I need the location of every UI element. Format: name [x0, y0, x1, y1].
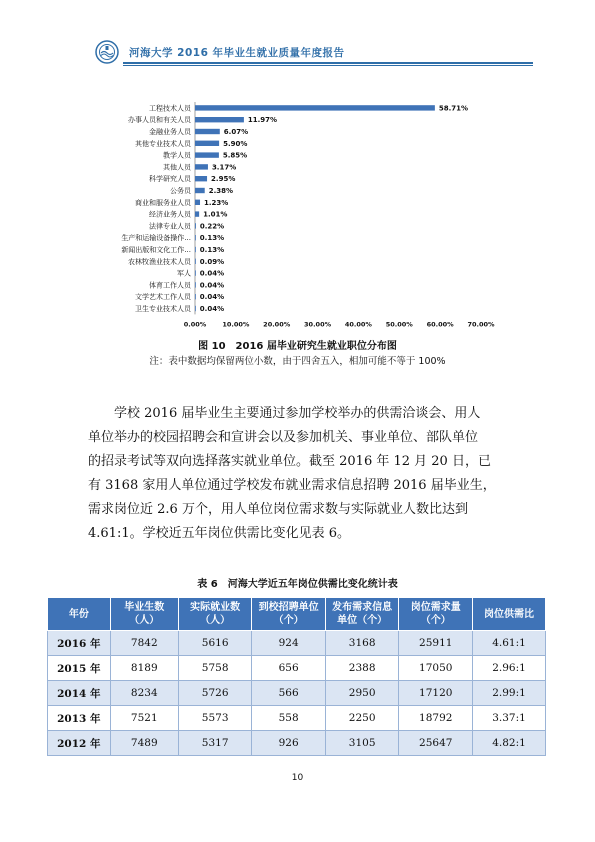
category-label: 新闻出版和文化工作...: [121, 246, 191, 254]
category-label: 生产和运输设备操作...: [121, 234, 191, 243]
cell-ratio: 2.96:1: [473, 656, 546, 681]
university-logo-icon: [95, 40, 119, 64]
category-label: 农林牧渔业技术人员: [128, 257, 191, 266]
cell-graduates: 7489: [110, 731, 178, 756]
category-label: 经济业务人员: [149, 210, 191, 219]
table-row: [48, 731, 546, 756]
paragraph-line: 有 3168 家用人单位通过学校发布就业需求信息招聘 2016 届毕业生，: [88, 478, 496, 493]
cell-demand: 17120: [399, 681, 473, 706]
cell-year: 2013 年: [48, 706, 111, 731]
paragraph-line: 需求岗位近 2.6 万个，用人单位岗位需求数与实际就业人数比达到: [88, 502, 468, 517]
x-tick-label: 0.00%: [183, 320, 207, 329]
header-rule: [123, 62, 533, 64]
cell-recruiting-units: 926: [252, 731, 326, 756]
data-label: 5.85%: [222, 151, 248, 160]
cell-employed: 5726: [178, 681, 252, 706]
bar: [195, 164, 208, 169]
category-label: 文学艺术工作人员: [135, 293, 191, 302]
table-row: [48, 631, 546, 656]
category-label: 法律专业人员: [149, 222, 191, 231]
data-label: 0.09%: [199, 257, 225, 266]
cell-recruiting-units: 656: [252, 656, 326, 681]
data-label: 0.04%: [199, 293, 225, 302]
cell-employed: 5573: [178, 706, 252, 731]
data-label: 58.71%: [438, 104, 469, 113]
cell-info-units: 2950: [325, 681, 399, 706]
bar: [195, 282, 196, 287]
cell-ratio: 4.61:1: [473, 631, 546, 656]
paragraph-line: 单位举办的校园招聘会和宣讲会以及参加机关、事业单位、部队单位: [88, 430, 479, 445]
x-tick-label: 60.00%: [426, 320, 454, 329]
bar: [195, 152, 219, 157]
header-employed: 实际就业数（人）: [178, 598, 252, 631]
category-label: 其他人员: [163, 163, 191, 172]
category-label: 教学人员: [163, 151, 191, 160]
position-distribution-chart: [95, 98, 505, 330]
cell-recruiting-units: 924: [252, 631, 326, 656]
bar: [195, 211, 199, 216]
page-header: [95, 40, 535, 66]
category-label: 公务员: [170, 187, 191, 195]
category-label: 科学研究人员: [149, 175, 191, 184]
table-row: [48, 681, 546, 706]
data-label: 1.01%: [203, 210, 228, 219]
cell-info-units: 3105: [325, 731, 399, 756]
paragraph-line: 的招录考试等双向选择落实就业单位。截至 2016 年 12 月 20 日，已: [88, 454, 491, 469]
bar: [195, 129, 220, 134]
cell-recruiting-units: 558: [252, 706, 326, 731]
cell-employed: 5317: [178, 731, 252, 756]
supply-demand-table: [47, 597, 546, 756]
cell-info-units: 2250: [325, 706, 399, 731]
table-row: [48, 706, 546, 731]
category-label: 卫生专业技术人员: [135, 305, 191, 313]
x-tick-label: 10.00%: [222, 320, 250, 329]
cell-demand: 25911: [399, 631, 473, 656]
cell-info-units: 2388: [325, 656, 399, 681]
body-paragraph: [88, 402, 516, 546]
data-label: 6.07%: [223, 128, 249, 136]
category-label: 工程技术人员: [149, 104, 191, 113]
page-number: 10: [291, 773, 304, 783]
category-label: 办事人员和有关人员: [128, 116, 191, 125]
bar: [195, 306, 196, 311]
cell-graduates: 7842: [110, 631, 178, 656]
header-recruiting-units: 到校招聘单位（个）: [252, 598, 326, 631]
cell-graduates: 7521: [110, 706, 178, 731]
data-label: 0.04%: [199, 305, 225, 313]
table-title: 表 6 河海大学近五年岗位供需比变化统计表: [197, 579, 398, 590]
cell-year: 2012 年: [48, 731, 111, 756]
cell-year: 2014 年: [48, 681, 111, 706]
cell-year: 2016 年: [48, 631, 111, 656]
cell-employed: 5758: [178, 656, 252, 681]
data-label: 0.13%: [199, 246, 225, 254]
cell-info-units: 3168: [325, 631, 399, 656]
x-tick-label: 70.00%: [467, 320, 495, 329]
cell-recruiting-units: 566: [252, 681, 326, 706]
bar: [195, 200, 200, 205]
bar: [195, 223, 196, 228]
cell-ratio: 2.99:1: [473, 681, 546, 706]
figure-caption: 图 10 2016 届毕业研究生就业职位分布图: [198, 341, 397, 352]
cell-demand: 25647: [399, 731, 473, 756]
bar: [195, 117, 244, 122]
data-label: 0.22%: [199, 222, 225, 231]
header-ratio: 岗位供需比: [473, 598, 546, 631]
data-label: 11.97%: [247, 116, 278, 125]
data-label: 0.04%: [199, 269, 225, 278]
x-tick-label: 50.00%: [385, 320, 413, 329]
table-row: [48, 656, 546, 681]
bar: [195, 188, 205, 193]
data-label: 0.04%: [199, 281, 225, 290]
category-label: 体育工作人员: [149, 281, 191, 290]
header-info-units: 发布需求信息单位（个）: [325, 598, 399, 631]
bar: [195, 235, 196, 240]
category-label: 商业和服务业人员: [135, 198, 191, 207]
category-label: 金融业务人员: [149, 128, 191, 136]
x-tick-label: 20.00%: [263, 320, 291, 329]
cell-ratio: 3.37:1: [473, 706, 546, 731]
x-tick-label: 30.00%: [304, 320, 332, 329]
cell-graduates: 8234: [110, 681, 178, 706]
data-label: 2.95%: [211, 175, 236, 184]
category-label: 其他专业技术人员: [135, 139, 191, 148]
cell-employed: 5616: [178, 631, 252, 656]
header-year: 年份: [48, 598, 111, 631]
data-label: 1.23%: [204, 198, 229, 207]
x-tick-label: 40.00%: [344, 320, 372, 329]
data-label: 5.90%: [223, 139, 248, 148]
cell-demand: 17050: [399, 656, 473, 681]
cell-demand: 18792: [399, 706, 473, 731]
header-demand: 岗位需求量（个）: [399, 598, 473, 631]
data-label: 3.17%: [211, 163, 237, 172]
header-title: 河海大学 2016 年毕业生就业质量年度报告: [129, 47, 345, 59]
header-rule-thin: [123, 65, 533, 66]
bar: [195, 247, 196, 252]
cell-ratio: 4.82:1: [473, 731, 546, 756]
bar: [195, 259, 196, 264]
bar: [195, 294, 196, 299]
bar: [195, 270, 196, 275]
figure-note: 注：表中数据均保留两位小数，由于四舍五入，相加可能不等于 100%: [149, 356, 446, 367]
paragraph-line: 学校 2016 届毕业生主要通过参加学校举办的供需洽谈会、用人: [114, 406, 481, 421]
header-graduates: 毕业生数（人）: [110, 598, 178, 631]
paragraph-line: 4.61:1。学校近五年岗位供需比变化见表 6。: [88, 526, 350, 541]
category-label: 军人: [177, 269, 191, 278]
bar: [195, 176, 207, 181]
cell-year: 2015 年: [48, 656, 111, 681]
bar: [195, 141, 219, 146]
table-header-row: [48, 598, 546, 631]
data-label: 2.38%: [208, 187, 234, 195]
bar: [195, 105, 435, 110]
cell-graduates: 8189: [110, 656, 178, 681]
data-label: 0.13%: [199, 234, 225, 243]
